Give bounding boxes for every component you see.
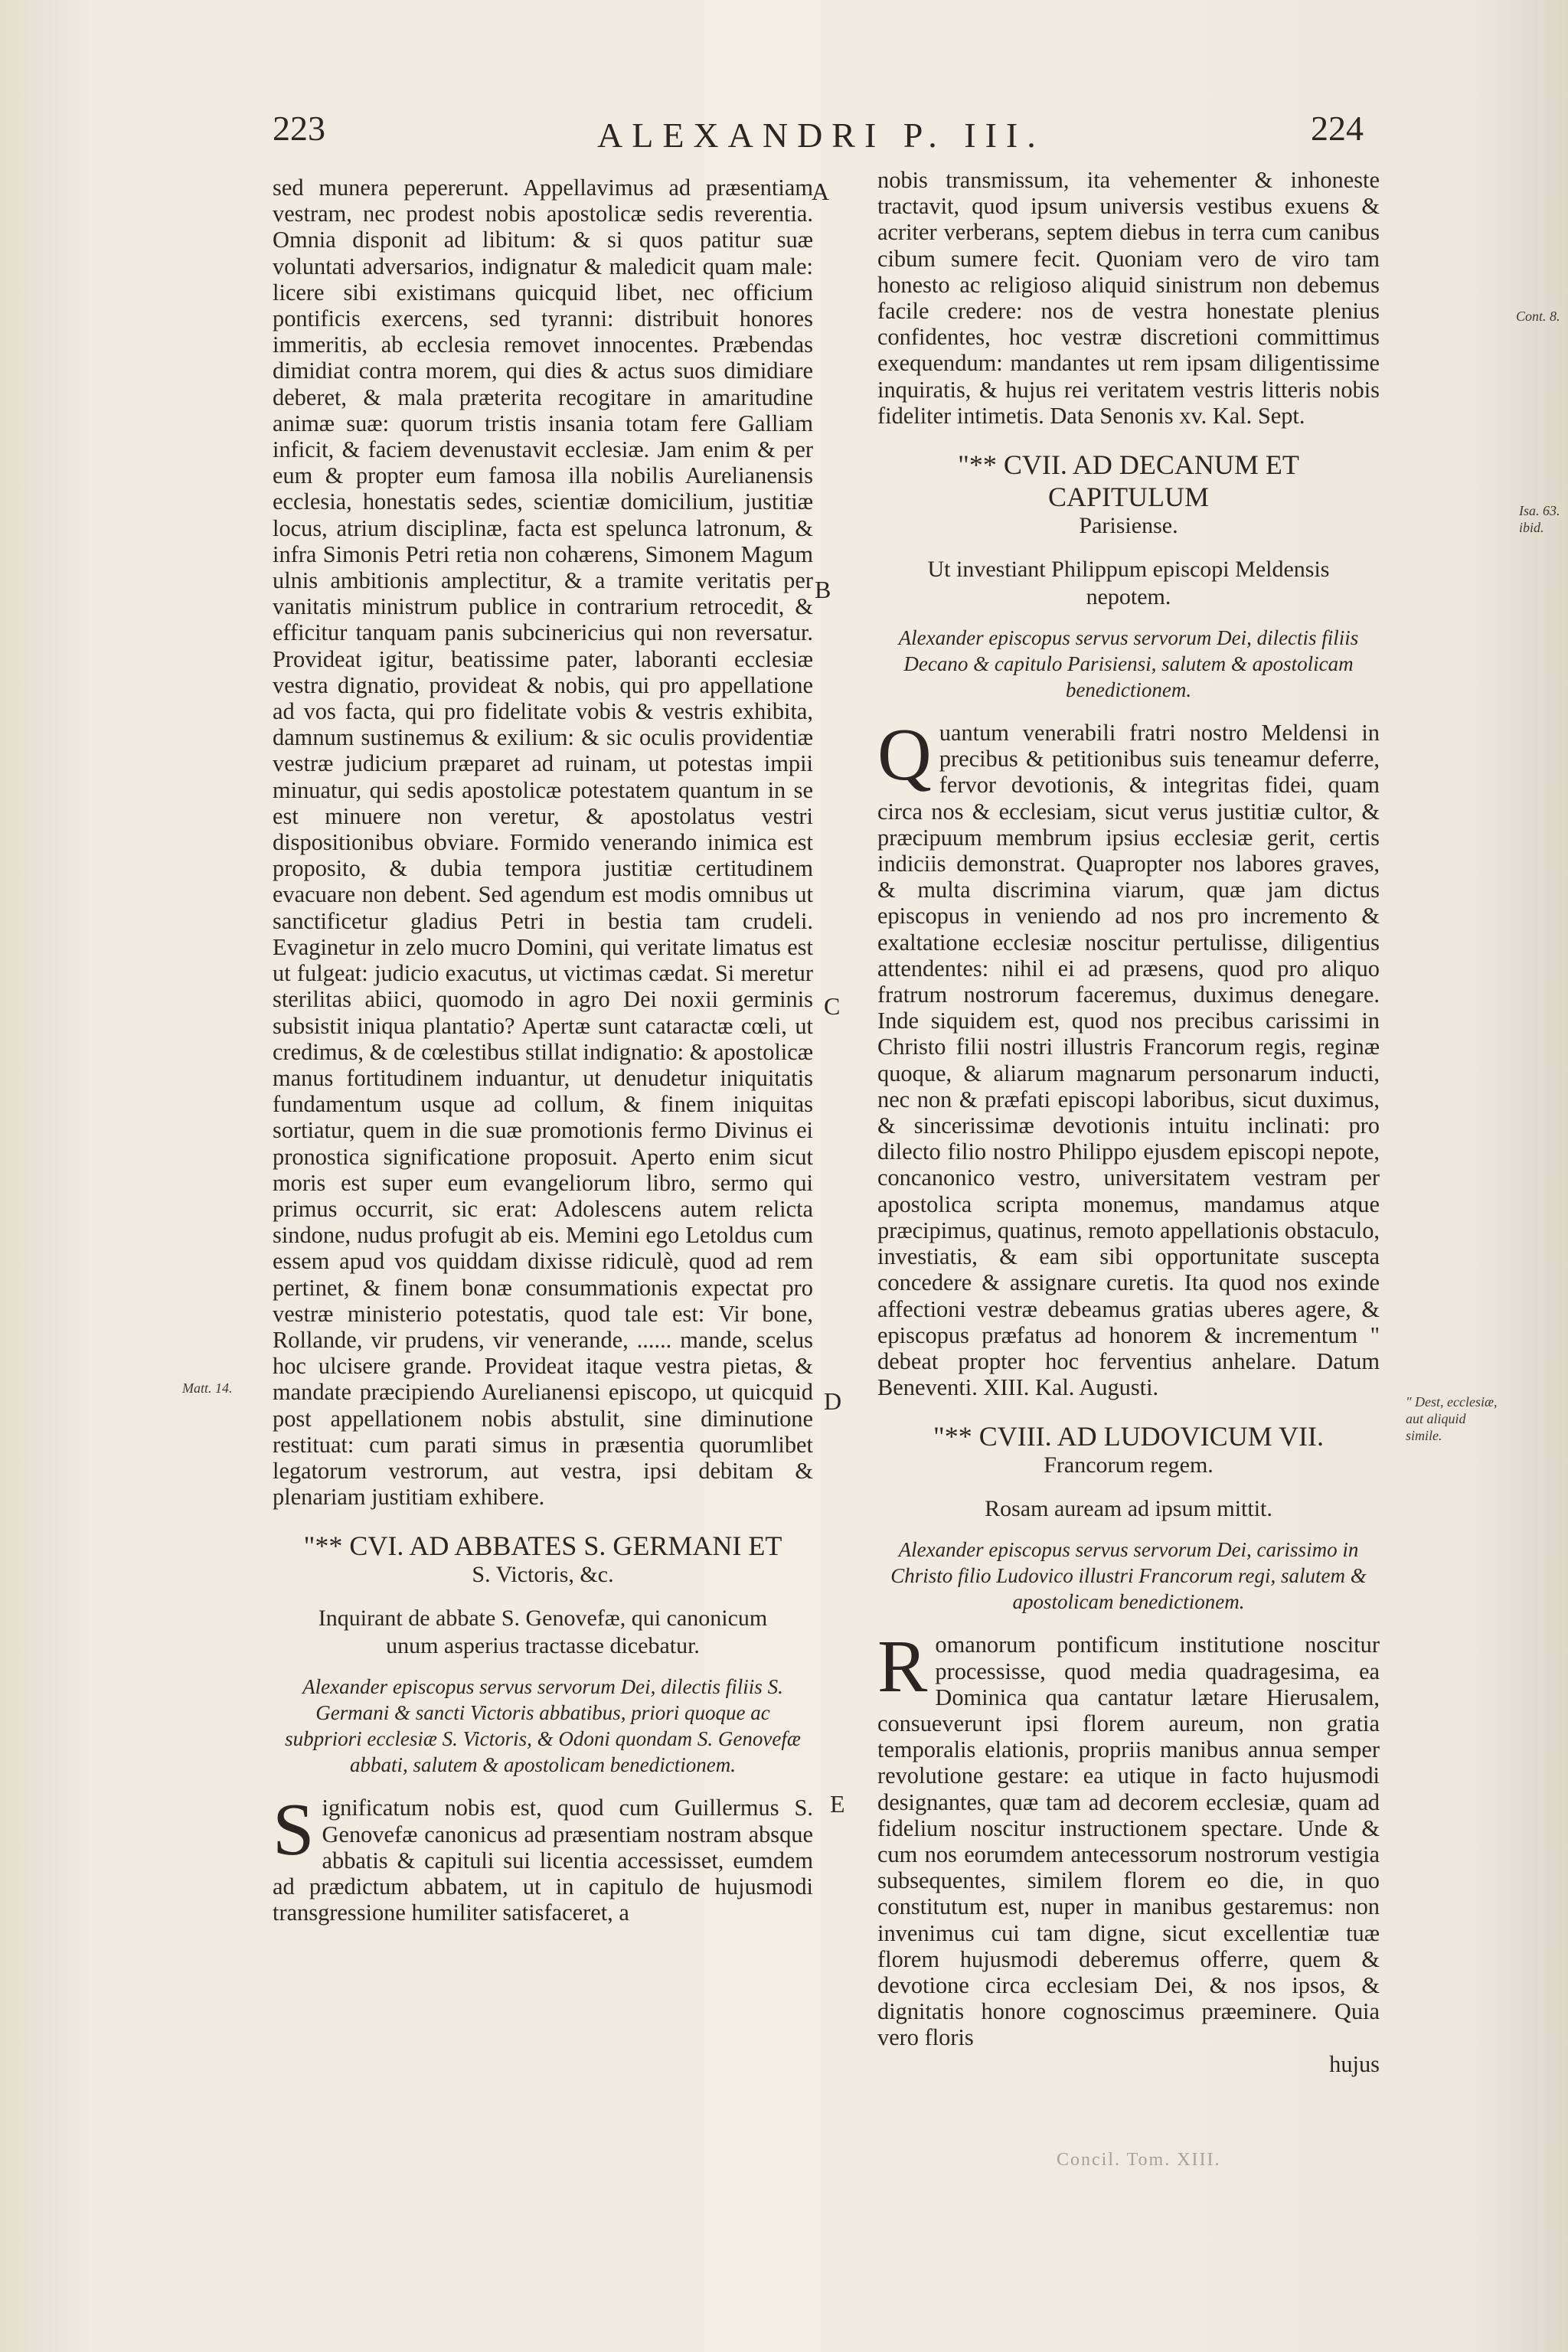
side-note-matt: Matt. 14. xyxy=(182,1380,233,1396)
letter-salutation-cvi: Alexander episcopus servus servorum Dei, dilectis filiis S. Germani & sancti Victoris abbatibus, priori quoque ac subpriori ecclesiæ S. Victoris, & Odoni quondam S. Genovefæ abbati, salutem & apostolicam benedictionem. xyxy=(285,1675,801,1777)
letter-continuation: sed munera pepererunt. Appellavimus ad præsentiam vestram, nec prodest nobis apostolicæ sedis reverentia. Omnia disponit ad libitum: & si quos patitur suæ voluntati adversarios, indignatur & maledicit quam male: licere sibi existimans quicquid libet, nec officium pontificis exercens, sed tyranni: distribuit honores immeritis, ab ecclesia removet innocentes. Præbendas dimidiat contra morem, qui dies & actus suos dimidiare deberet, & mala præterita recogitare in amaritudine animæ suæ: quorum tristis insania totam fere Galliam inficit, & faciem devenustavit ecclesiæ. Jam enim & per eum & propter eum famosa illa nobilis Aurelianensis ecclesia, honestatis sedes, scientiæ domicilium, justitiæ locus, atrium disciplinæ, facta est spelunca latronum, & infra Simonis Petri retia non cohærens, Simonem Magum ulnis ambitionis amplectitur, & a tramite veritatis per vanitatis ministrum publice in contrarium retrocedit, & efficitur tanquam panis subcinericius qui non reversatur. Provideat igitur, beatissime pater, laboranti ecclesiæ vestra dignatio, provideat & nobis, qui pro appellatione ad vos facta, qui pro fidelitate vobis & vestris exhibita, damnum sustinemus & exilium: & sic oculis providentiæ vestræ judicium præparet ad ruinam, ut potestas impii minuatur, qui sedis apostolicæ potestatem quantum in se est minuere non veretur, & apostolatus vestri dispositionibus obviare. Formido venerando inimica est proposito, & dubia tempora justitiæ certitudinem evacuare non debent. Sed agendum est modis omnibus ut sanctificetur gladius Petri in bestia tam crudeli. Evaginetur in zelo mucro Domini, qui veritate limatus est ut fulgeat: judicio exacutus, ut victimas cædat. Si meretur sterilitas abiici, quomodo in agro Dei noxii germinis subsistit iniqua plantatio? Apertæ sunt cataractæ cœli, ut credimus, & de cœlestibus stillat indignatio: & apostolicæ manus fortitudinem induantur, ut denudetur iniquitatis fundamentum usque ad collum, & finem iniquitas sortiatur, quem in die suæ promotionis fermo Divinus ei pronostica significatione proposuit. Aperto enim sicut moris est super eum evangeliorum libro, sermo qui primus occurrit, sic erat: Adolescens autem relicta sindone, nudus profugit ab eis. Memini ego Letoldus cum essem apud vos quiddam dixisse ridiculè, quod ad rem pertinet, & finem bonæ consummationis expectat pro vestræ ministerio potestatis, quod tale est: Vir bone, Rollande, vir prudens, vir venerande, ...... mande, scelus hoc ulcisere grande. Provideat itaque vestra pietas, & mandate præcipiendo Aurelianensi episcopo, ut quicquid post appellationem nobis abstulit, sine diminutione restituat: cum parati simus in præsentia quorumlibet legatorum vestrorum, aut vestra, ipsi debitam & plenariam justitiam exhibere. xyxy=(273,175,813,1511)
side-note-isa: Isa. 63. ibid. xyxy=(1519,503,1560,535)
letter-salutation-cviii: Alexander episcopus servus servorum Dei, carissimo in Christo filio Ludovico illustri Francorum regi, salutem & apostolicam benedictionem. xyxy=(890,1538,1367,1614)
left-column xyxy=(273,175,813,1926)
letter-continuation-right: nobis transmissum, ita vehementer & inhoneste tractavit, quod ipsum universis vestibus exuens & acriter verberans, septem diebus in terra cum canibus cibum sumere fecit. Quoniam vero de viro tam honesto ac religioso aliquid sinistrum non debemus facile credere: nos de vestra honestate plenius confidentes, hoc vestræ discretioni committimus exequendum: mandantes ut rem ipsam diligentissime inquiratis, & hujus rei veritatem vestris litteris nobis fideliter intimetis. Data Senonis xv. Kal. Sept. xyxy=(877,167,1380,429)
letter-summary-cviii: Rosam auream ad ipsum mittit. xyxy=(985,1496,1272,1522)
margin-letter-d: D xyxy=(824,1387,842,1415)
margin-letter-e: E xyxy=(830,1790,845,1818)
letter-body-cviii: Romanorum pontificum institutione noscitur processisse, quod media quadragesima, ea Dominica qua cantatur lætare Hierusalem, consueverunt ipsi florem aureum, non gratia temporalis elationis, propriis manibus annua semper revolutione gestare: ea utique in facto hujusmodi designantes, quæ tam ad decorem ecclesiæ, quam ad fidelium noscitur instructionem spectare. Unde & cum nos eorumdem antecessorum nostrorum vestigia subsequentes, similem florem eo die, in quo constitutum est, nuper in manibus gestaremus: non invenimus cui tam digne, sicut excellentiæ tuæ florem hujusmodi deberemus offerre, quem & devotione circa ecclesiam Dei, & nos ipsos, & dignitatis honore cognoscimus præeminere. Quia vero floris xyxy=(877,1625,1380,2051)
margin-letter-a: A xyxy=(812,178,830,205)
side-note-cont: Cont. 8. xyxy=(1516,309,1560,324)
letter-body-cvi: Significatum nobis est, quod cum Guillermus S. Genovefæ canonicus ad præsentiam nostram absque abbatis & capituli sui licentia accessisset, eumdem ad prædictum abbatem, ut in capitulo de hujusmodi transgressione humiliter satisfaceret, a xyxy=(273,1788,813,1926)
footer-bleed-through: Concil. Tom. XIII. xyxy=(1057,2150,1221,2170)
running-title: ALEXANDRI P. III. xyxy=(597,116,1045,155)
right-page-number: 224 xyxy=(1311,109,1364,148)
letter-heading-cvi: "** CVI. AD ABBATES S. GERMANI ET xyxy=(303,1530,782,1562)
letter-salutation-cvii: Alexander episcopus servus servorum Dei, dilectis filiis Decano & capitulo Parisiensi, salutem & apostolicam benedictionem. xyxy=(898,626,1359,702)
margin-letter-b: B xyxy=(815,576,831,603)
side-note-dest: " Dest, ecclesiæ, aut aliquid simile. xyxy=(1406,1394,1498,1443)
right-column xyxy=(877,167,1380,2077)
letter-heading-cvii: "** CVII. AD DECANUM ET CAPITULUM xyxy=(958,449,1299,513)
letter-heading-cvii-sub: Parisiense. xyxy=(1079,513,1178,539)
letter-summary-cvii: Ut investiant Philippum episcopi Meldensis nepotem. xyxy=(927,557,1330,610)
letter-heading-cvi-sub: S. Victoris, &c. xyxy=(472,1562,614,1588)
letter-heading-cviii-sub: Francorum regem. xyxy=(1044,1452,1214,1478)
catchword: hujus xyxy=(1329,2050,1380,2077)
letter-body-cvii: Quantum venerabili fratri nostro Meldensi in precibus & petitionibus suis teneamur deferre, fervor devotionis, & integritas fidei, quam circa nos & ecclesiam, sicut verus justitiæ cultor, & præcipuum membrum ipsius ecclesiæ gerit, certis indiciis demonstrat. Quapropter nos labores graves, & multa discrimina viarum, quæ jam dictus episcopus in veniendo ad nos pro incremento & exaltatione ecclesiæ noscitur pertulisse, diligentius attendentes: nihil ei ad præsens, quod pro aliquo fratrum nostrorum faceremus, duximus denegare. Inde siquidem est, quod nos precibus carissimi in Christo filii nostri illustris Francorum regis, reginæ quoque, & aliarum magnarum personarum inducti, nec non & præfati episcopi laboribus, sicut duximus, & sincerissimæ devotionis intuitu inclinati: pro dilecto filio nostro Philippo ejusdem episcopi nepote, concanonico vestro, universitatem vestram per apostolica scripta monemus, mandamus atque præcipimus, quatinus, remoto appellationis obstaculo, investiatis, & eam sibi opportunitate suscepta concedere & assignare curetis. Ita quod nos exinde affectioni vestræ debeamus gratias uberes agere, & episcopus præfatus ad honorem & incrementum " debeat propter hoc ferventius anhelare. Datum Beneventi. XIII. Kal. Augusti. xyxy=(877,714,1380,1401)
left-page-number: 223 xyxy=(273,109,325,148)
letter-summary-cvi: Inquirant de abbate S. Genovefæ, qui canonicum unum asperius tractasse dicebatur. xyxy=(318,1606,768,1659)
letter-heading-cviii: "** CVIII. AD LUDOVICUM VII. xyxy=(933,1421,1324,1452)
margin-letter-c: C xyxy=(824,992,841,1020)
